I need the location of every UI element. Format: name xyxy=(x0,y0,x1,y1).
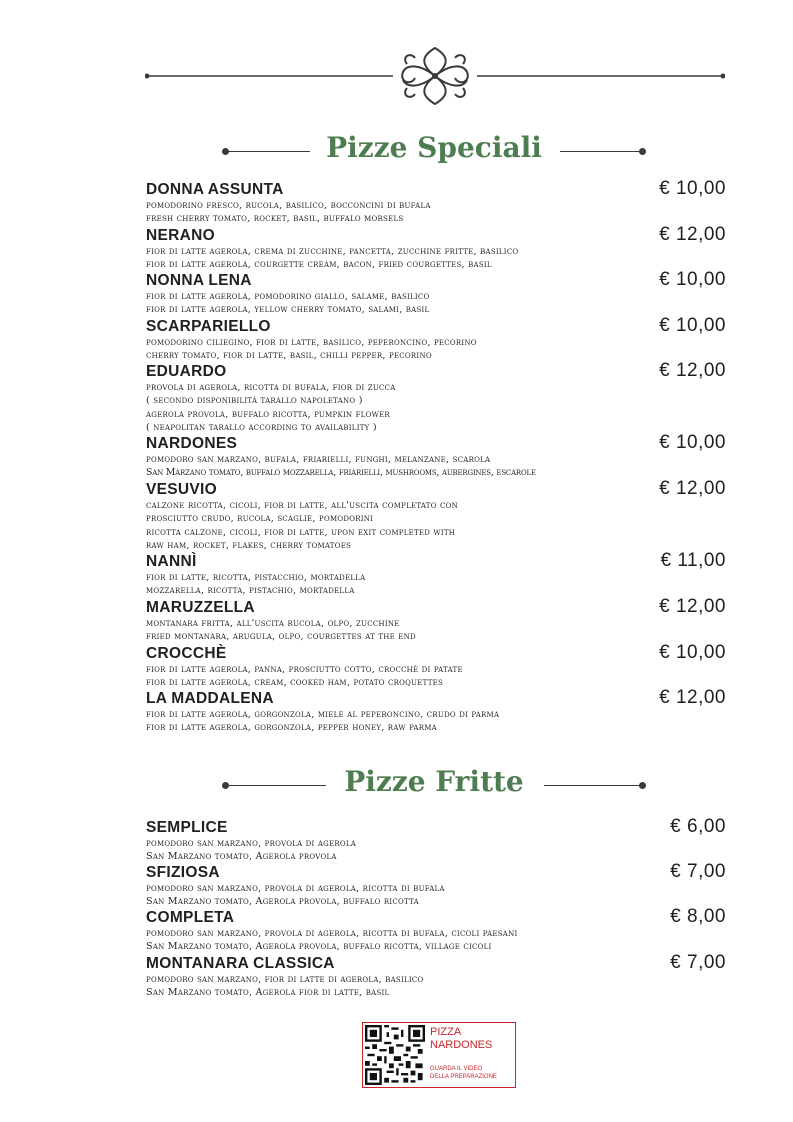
item-name: CROCCHÈ xyxy=(146,645,227,662)
qr-brand-line1: PIZZA xyxy=(430,1026,462,1038)
menu-item xyxy=(146,360,726,435)
menu-item xyxy=(146,224,726,272)
item-name: NERANO xyxy=(146,227,215,244)
item-desc-en: ( neapolitan tarallo according to availability ) xyxy=(146,422,377,434)
item-desc-it: pomodorino ciliegino, fior di latte, basilico, peperoncino, pecorino xyxy=(146,337,477,348)
item-desc-it: fior di latte agerola, pomodorino giallo, salame, basilico xyxy=(146,291,430,302)
qr-code-icon[interactable] xyxy=(365,1025,425,1085)
item-name: NONNA LENA xyxy=(146,272,252,289)
item-price: € 10,00 xyxy=(659,269,726,290)
item-price: € 12,00 xyxy=(659,478,726,499)
menu-item xyxy=(146,642,726,690)
item-desc-en: fried montanara, arugula, olpo, courgettes at the end xyxy=(146,631,416,643)
item-desc-en: fresh cherry tomato, rocket, basil, buffalo morsels xyxy=(146,213,404,225)
menu-item xyxy=(146,952,726,1000)
item-name: NARDONES xyxy=(146,435,238,452)
item-desc-en: fior di latte agerola, courgette cream, bacon, fried courgettes, basil xyxy=(146,259,492,271)
item-price: € 10,00 xyxy=(659,178,726,199)
menu-item xyxy=(146,861,726,909)
item-desc-it: pomodoro san marzano, provola di agerola, ricotta di bufala xyxy=(146,883,445,894)
item-desc-en: fior di latte agerola, gorgonzola, pepper honey, raw parma xyxy=(146,722,437,734)
qr-caption xyxy=(430,1065,497,1081)
item-price: € 12,00 xyxy=(659,360,726,381)
item-desc-en: ricotta calzone, cicoli, fior di latte, upon exit completed with xyxy=(146,526,456,538)
item-desc-en: San Marzano tomato, Agerola fior di latte, basil xyxy=(146,987,390,999)
item-desc-it: calzone ricotta, cicoli, fior di latte, all'uscita completato con xyxy=(146,500,458,511)
menu-item xyxy=(146,269,726,317)
item-desc-it: pomodorino fresco, rucola, basilico, bocconcini di bufala xyxy=(146,200,431,211)
qr-caption-line1: GUARDA IL VIDEO xyxy=(430,1066,483,1072)
item-desc-en: raw ham, rocket, flakes, cherry tomatoes xyxy=(146,540,352,552)
item-price: € 8,00 xyxy=(670,906,726,927)
item-desc-it: pomodoro san marzano, provola di agerola xyxy=(146,838,357,849)
menu-item xyxy=(146,596,726,644)
item-price: € 6,00 xyxy=(670,816,726,837)
item-desc-en: San Marzano tomato, buffalo mozzarella, friarielli, mushrooms, aubergines, escarole xyxy=(146,467,536,479)
item-desc-en: cherry tomato, fior di latte, basil, chilli pepper, pecorino xyxy=(146,350,432,362)
item-price: € 10,00 xyxy=(659,315,726,336)
item-name: SFIZIOSA xyxy=(146,864,220,881)
section-title-fritte: Pizze Fritte xyxy=(344,765,524,798)
item-desc-it: fior di latte agerola, gorgonzola, miele al peperoncino, crudo di parma xyxy=(146,709,500,720)
menu-item xyxy=(146,315,726,363)
item-price: € 11,00 xyxy=(660,550,726,571)
section-title-row xyxy=(222,765,646,801)
qr-brand xyxy=(430,1026,492,1052)
item-name: SEMPLICE xyxy=(146,819,228,836)
item-desc-en: mozzarella, ricotta, pistachio, mortadella xyxy=(146,585,355,597)
item-desc-en: fior di latte agerola, cream, cooked ham, potato croquettes xyxy=(146,677,444,689)
menu-item xyxy=(146,432,726,480)
item-price: € 10,00 xyxy=(659,642,726,663)
item-desc-it: pomodoro san marzano, bufala, friarielli, funghi, melanzane, scarola xyxy=(146,454,491,465)
qr-brand-line2: NARDONES xyxy=(430,1039,493,1051)
qr-caption-line2: DELLA PREPARAZIONE xyxy=(430,1074,497,1080)
item-price: € 7,00 xyxy=(670,952,726,973)
item-desc-en: San Marzano tomato, Agerola provola, buffalo ricotta, village cicoli xyxy=(146,941,492,953)
item-price: € 10,00 xyxy=(659,432,726,453)
item-name: EDUARDO xyxy=(146,363,227,380)
item-name: MARUZZELLA xyxy=(146,599,255,616)
item-price: € 12,00 xyxy=(659,687,726,708)
item-name: COMPLETA xyxy=(146,909,235,926)
item-name: MONTANARA CLASSICA xyxy=(146,955,335,972)
menu-item xyxy=(146,478,726,553)
item-desc-it: ( secondo disponibilità tarallo napoletano ) xyxy=(146,395,363,407)
item-desc-it: fior di latte agerola, crema di zucchine, pancetta, zucchine fritte, basilico xyxy=(146,246,519,257)
item-desc-it: pomodoro san marzano, provola di agerola, ricotta di bufala, cicoli paesani xyxy=(146,928,518,939)
menu-item xyxy=(146,550,726,598)
item-desc-it: fior di latte agerola, panna, prosciutto cotto, crocchè di patate xyxy=(146,664,463,675)
item-price: € 12,00 xyxy=(659,224,726,245)
item-desc-it: montanara fritta, all'uscita rucola, olpo, zucchine xyxy=(146,618,400,629)
item-name: VESUVIO xyxy=(146,481,218,498)
top-ornament xyxy=(145,42,725,112)
item-desc-it: fior di latte, ricotta, pistacchio, mortadella xyxy=(146,572,366,583)
item-desc-en: San Marzano tomato, Agerola provola, buffalo ricotta xyxy=(146,896,419,908)
menu-item xyxy=(146,906,726,954)
item-price: € 7,00 xyxy=(670,861,726,882)
item-desc-it: prosciutto crudo, rucola, scaglie, pomodorini xyxy=(146,513,374,525)
item-desc-it: provola di agerola, ricotta di bufala, fior di zucca xyxy=(146,382,396,393)
item-desc-it: pomodoro san marzano, fior di latte di agerola, basilico xyxy=(146,974,424,985)
item-desc-en: fior di latte agerola, yellow cherry tomato, salami, basil xyxy=(146,304,430,316)
menu-item xyxy=(146,816,726,864)
section-title-row xyxy=(222,131,646,167)
item-name: NANNÌ xyxy=(146,553,197,570)
item-name: LA MADDALENA xyxy=(146,690,274,707)
item-name: SCARPARIELLO xyxy=(146,318,271,335)
menu-item xyxy=(146,687,726,735)
qr-code-block[interactable] xyxy=(362,1022,516,1088)
section-title-speciali: Pizze Speciali xyxy=(326,131,542,164)
item-desc-en: San Marzano tomato, Agerola provola xyxy=(146,851,337,863)
item-price: € 12,00 xyxy=(659,596,726,617)
menu-item xyxy=(146,178,726,226)
item-name: DONNA ASSUNTA xyxy=(146,181,284,198)
item-desc-en: agerola provola, buffalo ricotta, pumpkin flower xyxy=(146,408,390,420)
